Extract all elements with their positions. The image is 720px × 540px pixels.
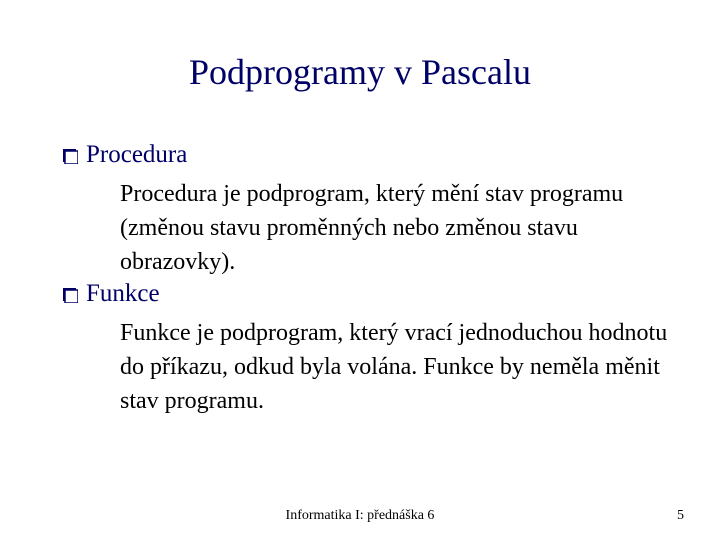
section-heading: Procedura [86, 141, 188, 168]
checkbox-bullet-icon [62, 287, 78, 303]
checkbox-bullet-icon [62, 148, 78, 164]
section-text: Procedura je podprogram, který mění stav programu (změnou stavu proměnných nebo změnou stavu obrazovky). [120, 181, 624, 275]
section-text: Funkce je podprogram, který vrací jednoduchou hodnotu do příkazu, odkud byla volána. Funkce by neměla měnit stav programu. [120, 320, 668, 414]
bullet-funkce [62, 277, 160, 311]
footer-course: Informatika I: přednáška 6 [285, 508, 435, 523]
slide-title: Podprogramy v Pascalu [189, 52, 531, 92]
section-heading: Funkce [86, 280, 160, 307]
page-number: 5 [677, 508, 684, 523]
bullet-procedura [62, 138, 187, 172]
